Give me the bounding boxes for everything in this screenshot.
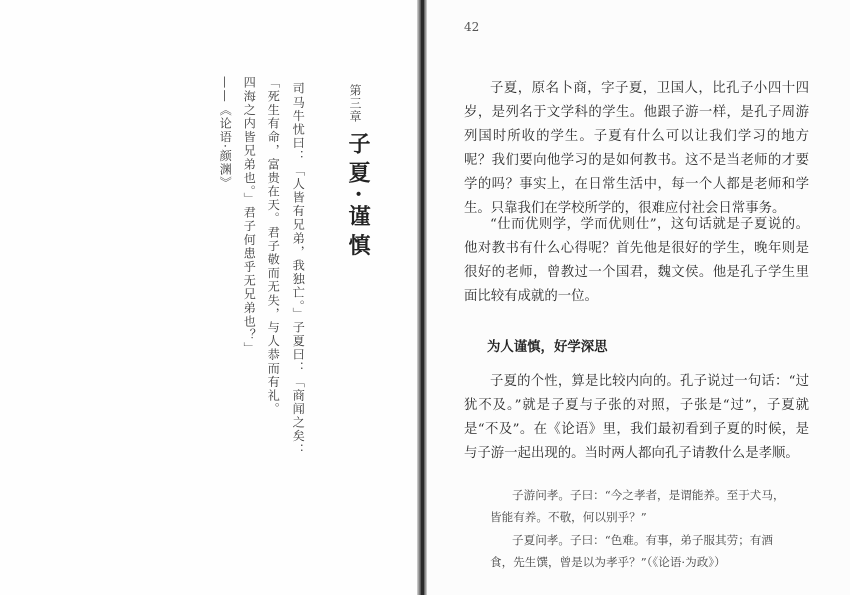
left-page	[0, 0, 417, 595]
epigraph-line: 四海之内皆兄弟也。」君子何患乎无兄弟也？」	[242, 76, 257, 356]
quote-block: 子夏问孝。子曰：“色难。有事，弟子服其劳；有酒食，先生馔，曾是以为孝乎？”（《论语·为政》）	[490, 533, 773, 569]
epigraph-source: ——《论语·颜渊》	[218, 76, 233, 191]
section-heading: 为人谨慎，好学深思	[487, 339, 608, 355]
epigraph-line: 司马牛忧曰：「人皆有兄弟，我独亡。」子夏曰：「商闻之矣：	[291, 82, 306, 457]
epigraph-line: 「死生有命，富贵在天。君子敬而无失，与人恭而有礼。	[266, 76, 281, 416]
chapter-title: 子夏·谨慎	[345, 132, 371, 263]
body-paragraph: 子夏的个性，算是比较内向的。孔子说过一句话：“过犹不及。”就是子夏与子张的对照，子张是“过”，子夏就是“不及”。在《论语》里，我们最初看到子夏的时候，是与子游一起出现的。当时两人都向孔子请教什么是孝顺。	[464, 374, 809, 461]
page-number: 42	[464, 20, 480, 34]
chapter-number: 第三章	[348, 84, 362, 123]
body-paragraph: 子夏，原名卜商，字子夏，卫国人，比孔子小四十四岁，是列名于文学科的学生。他跟子游一样，是孔子周游列国时所收的学生。子夏有什么可以让我们学习的地方呢？我们要向他学习的是如何教书。这不是当老师的才要学的吗？事实上，在日常生活中，每一个人都是老师和学生。只靠我们在学校所学的，很难应付社会日常事务。	[464, 81, 809, 216]
quote-block: 子游问孝。子曰：“今之孝者，是谓能养。至于犬马，皆能有养。不敬，何以别乎？”	[490, 488, 785, 524]
body-paragraph: “仕而优则学，学而优则仕”，这句话就是子夏说的。他对教书有什么心得呢？首先他是很好的学生，晚年则是很好的老师，曾教过一个国君，魏文侯。他是孔子学生里面比较有成就的一位。	[464, 217, 809, 304]
